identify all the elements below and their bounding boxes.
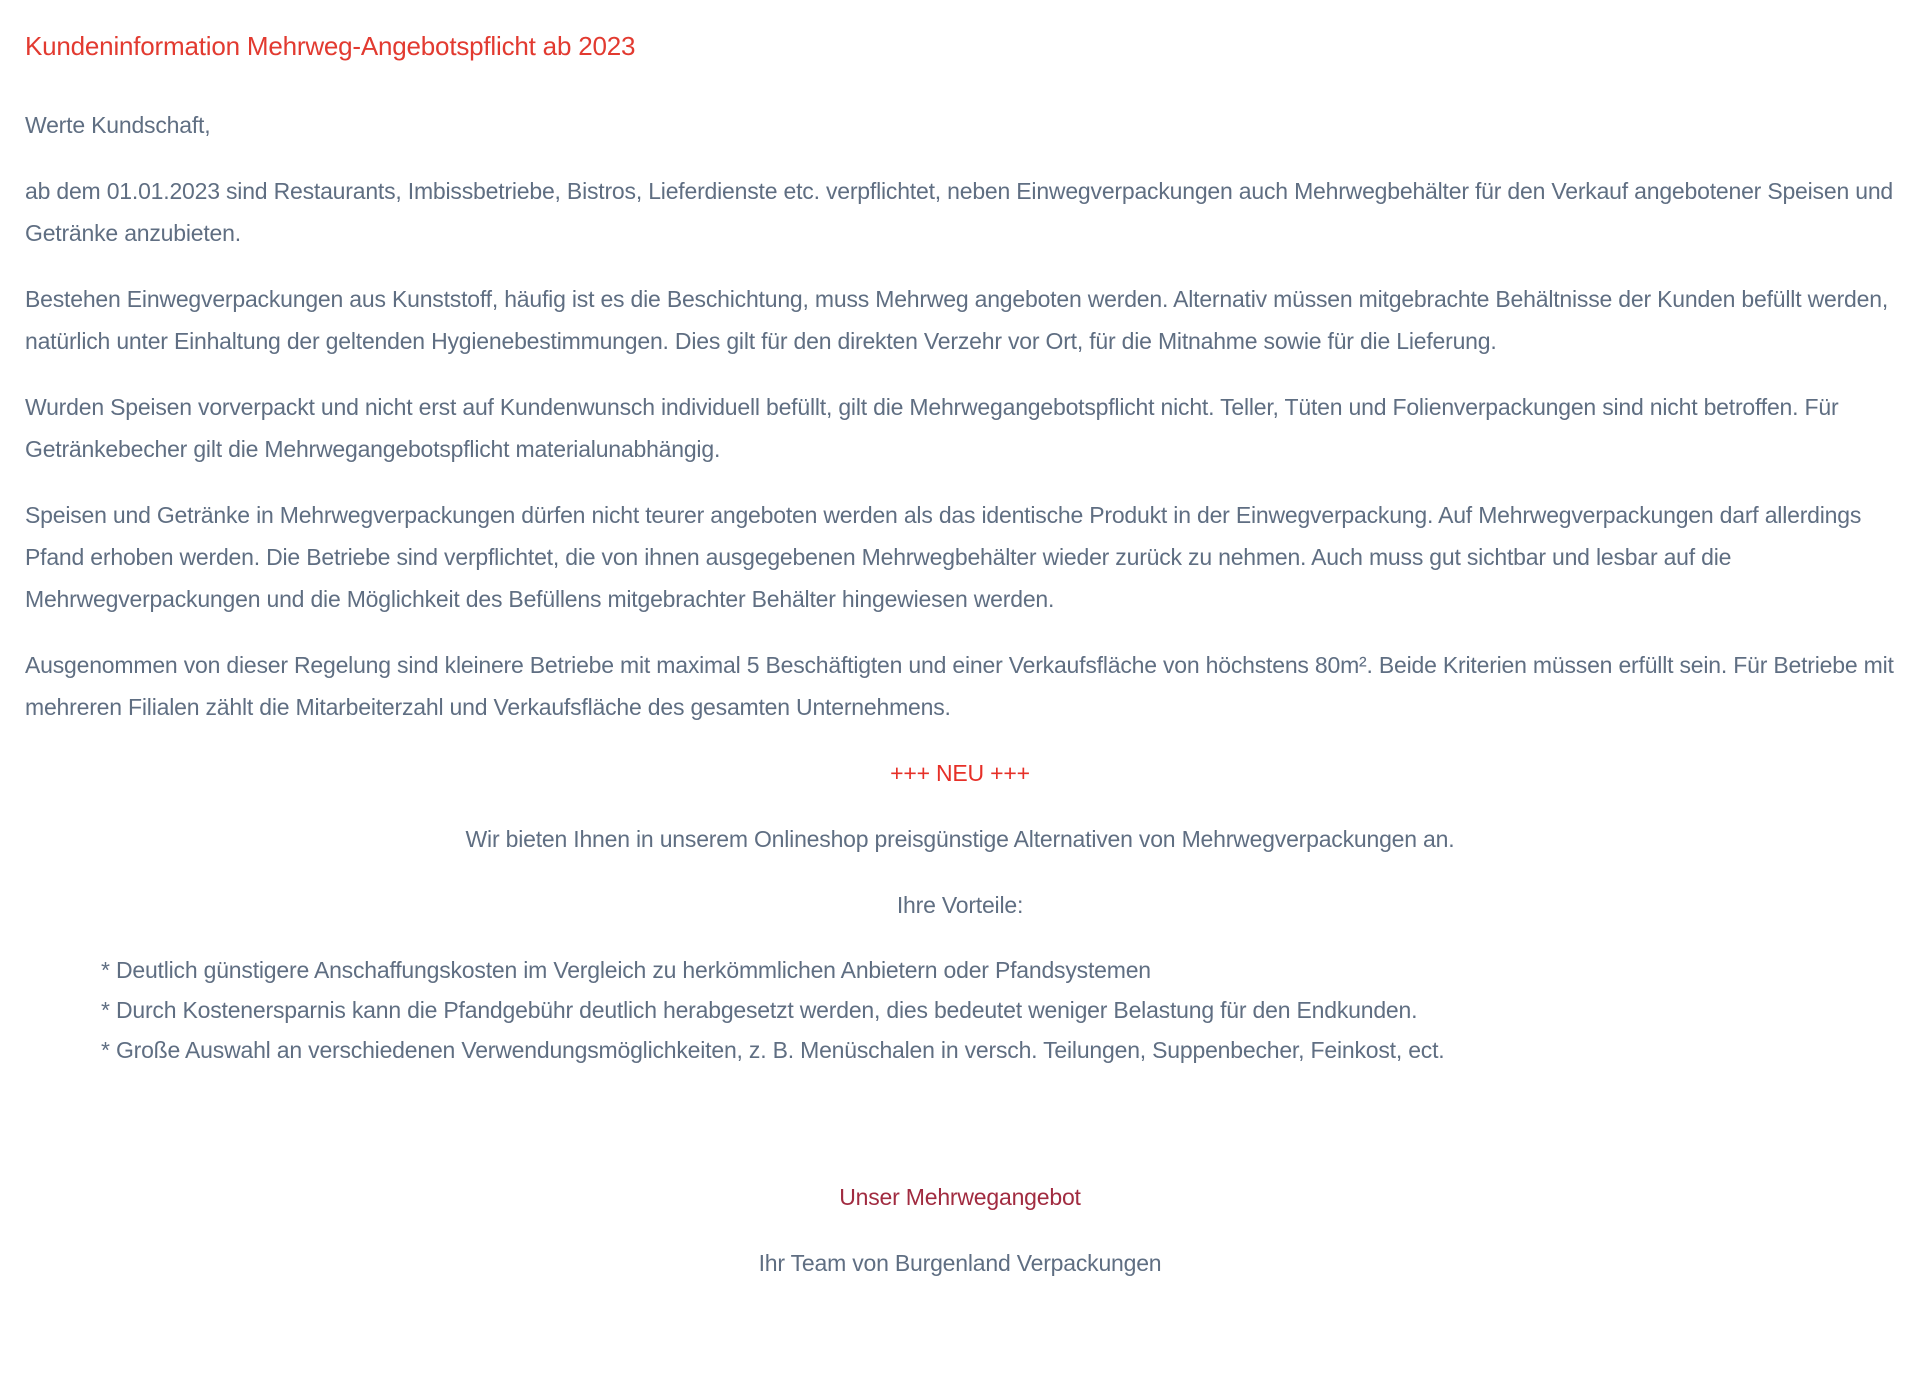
benefits-list: [25, 950, 1895, 1070]
benefit-item-anschaffungskosten: * Deutlich günstigere Anschaffungskosten im Vergleich zu herkömmlichen Anbietern oder Pfandsystemen: [101, 957, 1151, 983]
benefit-item-pfandgebuehr: * Durch Kostenersparnis kann die Pfandgebühr deutlich herabgesetzt werden, dies bedeutet weniger Belastung für den Endkunden.: [101, 997, 1418, 1023]
paragraph-preisgleichheit: Speisen und Getränke in Mehrwegverpackungen dürfen nicht teurer angeboten werden als das identische Produkt in der Einwegverpackung. Auf Mehrwegverpackungen darf allerdings Pfand erhoben werden. Die Betriebe sind verpflichtet, die von ihnen ausgegebenen Mehrwegbehälter wieder zurück zu nehmen. Auch muss gut sichtbar und lesbar auf die Mehrwegverpackungen und die Möglichkeit des Befüllens mitgebrachter Behälter hingewiesen werden.: [25, 502, 1862, 612]
paragraph-ausnahmen: Ausgenommen von dieser Regelung sind kleinere Betriebe mit maximal 5 Beschäftigten und einer Verkaufsfläche von höchstens 80m². Beide Kriterien müssen erfüllt sein. Für Betriebe mit mehreren Filialen zählt die Mitarbeiterzahl und Verkaufsfläche des gesamten Unternehmens.: [25, 652, 1894, 720]
paragraph-intro: ab dem 01.01.2023 sind Restaurants, Imbissbetriebe, Bistros, Lieferdienste etc. verpflichtet, neben Einwegverpackungen auch Mehrwegbehälter für den Verkauf angebotener Speisen und Getränke anzubieten.: [25, 178, 1894, 246]
paragraph-vorverpackt: Wurden Speisen vorverpackt und nicht erst auf Kundenwunsch individuell befüllt, gilt die Mehrwegangebotspflicht nicht. Teller, Tüten und Folienverpackungen sind nicht betroffen. Für Getränkebecher gilt die Mehrwegangebotspflicht materialunabhängig.: [25, 394, 1839, 462]
benefits-heading: Ihre Vorteile:: [896, 892, 1024, 918]
signature: Ihr Team von Burgenland Verpackungen: [758, 1250, 1162, 1276]
shop-link[interactable]: Unser Mehrwegangebot: [839, 1184, 1081, 1210]
shop-link-row: [25, 1176, 1895, 1218]
page-title: Kundeninformation Mehrweg-Angebotspflicht ab 2023: [25, 31, 636, 61]
paragraph-einweg-kunststoff: Bestehen Einwegverpackungen aus Kunststoff, häufig ist es die Beschichtung, muss Mehrweg angeboten werden. Alternativ müssen mitgebrachte Behältnisse der Kunden befüllt werden, natürlich unter Einhaltung der geltenden Hygienebestimmungen. Dies gilt für den direkten Verzehr vor Ort, für die Mitnahme sowie für die Lieferung.: [25, 286, 1889, 354]
offer-line: Wir bieten Ihnen in unserem Onlineshop preisgünstige Alternativen von Mehrwegverpackungen an.: [465, 826, 1455, 852]
salutation: Werte Kundschaft,: [25, 112, 211, 138]
benefit-item-auswahl: * Große Auswahl an verschiedenen Verwendungsmöglichkeiten, z. B. Menüschalen in versch. Teilungen, Suppenbecher, Feinkost, ect.: [101, 1037, 1445, 1063]
neu-banner: +++ NEU +++: [890, 760, 1030, 786]
